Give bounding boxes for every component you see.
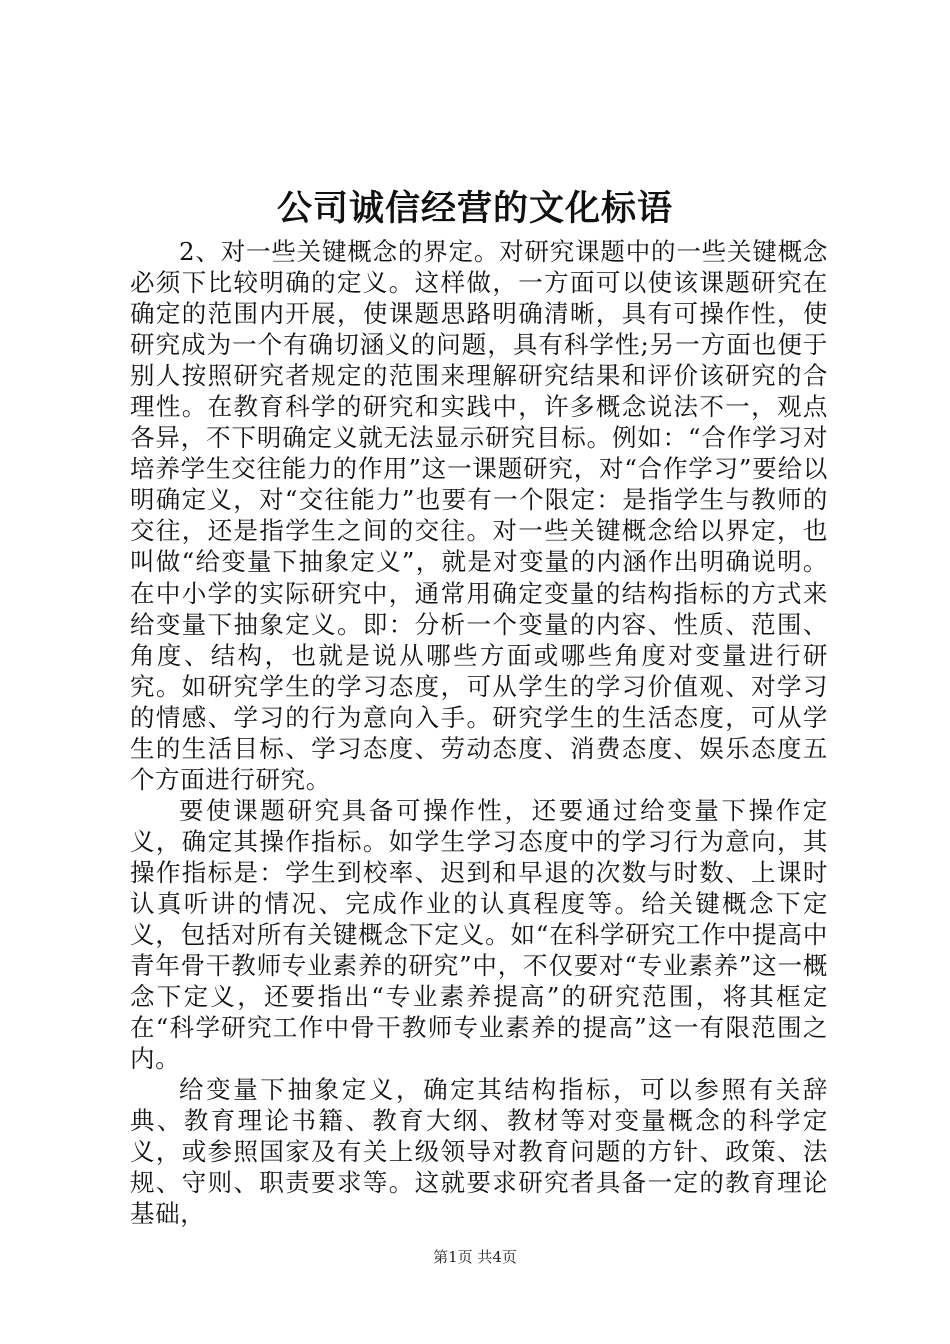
document-body: [130, 236, 828, 1230]
paragraph-2: 要使课题研究具备可操作性，还要通过给变量下操作定义，确定其操作指标。如学生学习态度中的学习行为意向，其操作指标是：学生到校率、迟到和早退的次数与时数、上课时认真听讲的情况、完成作业的认真程度等。给关键概念下定义，包括对所有关键概念下定义。如“在科学研究工作中提高中青年骨干教师专业素养的研究”中，不仅要对“专业素养”这一概念下定义，还要指出“专业素养提高”的研究范围，将其框定在“科学研究工作中骨干教师专业素养的提高”这一有限范围之内。: [130, 795, 828, 1074]
document-title: 公司诚信经营的文化标语: [276, 188, 673, 229]
paragraph-1: 2、对一些关键概念的界定。对研究课题中的一些关键概念必须下比较明确的定义。这样做，一方面可以使该课题研究在确定的范围内开展，使课题思路明确清晰，具有可操作性，使研究成为一个有确切涵义的问题，具有科学性;另一方面也便于别人按照研究者规定的范围来理解研究结果和评价该研究的合理性。在教育科学的研究和实践中，许多概念说法不一，观点各异，不下明确定义就无法显示研究目标。例如：“合作学习对培养学生交往能力的作用”这一课题研究，对“合作学习”要给以明确定义，对“交往能力”也要有一个限定：是指学生与教师的交往，还是指学生之间的交往。对一些关键概念给以界定，也叫做“给变量下抽象定义”，就是对变量的内涵作出明确说明。在中小学的实际研究中，通常用确定变量的结构指标的方式来给变量下抽象定义。即：分析一个变量的内容、性质、范围、角度、结构，也就是说从哪些方面或哪些角度对变量进行研究。如研究学生的学习态度，可从学生的学习价值观、对学习的情感、学习的行为意向入手。研究学生的生活态度，可从学生的生活目标、学习态度、劳动态度、消费态度、娱乐态度五个方面进行研究。: [130, 237, 828, 794]
paragraph-3: 给变量下抽象定义，确定其结构指标，可以参照有关辞典、教育理论书籍、教育大纲、教材等对变量概念的科学定义，或参照国家及有关上级领导对教育问题的方针、政策、法规、守则、职责要求等。这就要求研究者具备一定的教育理论基础，: [130, 1075, 828, 1229]
page-footer: 第1页 共4页: [433, 1248, 517, 1266]
